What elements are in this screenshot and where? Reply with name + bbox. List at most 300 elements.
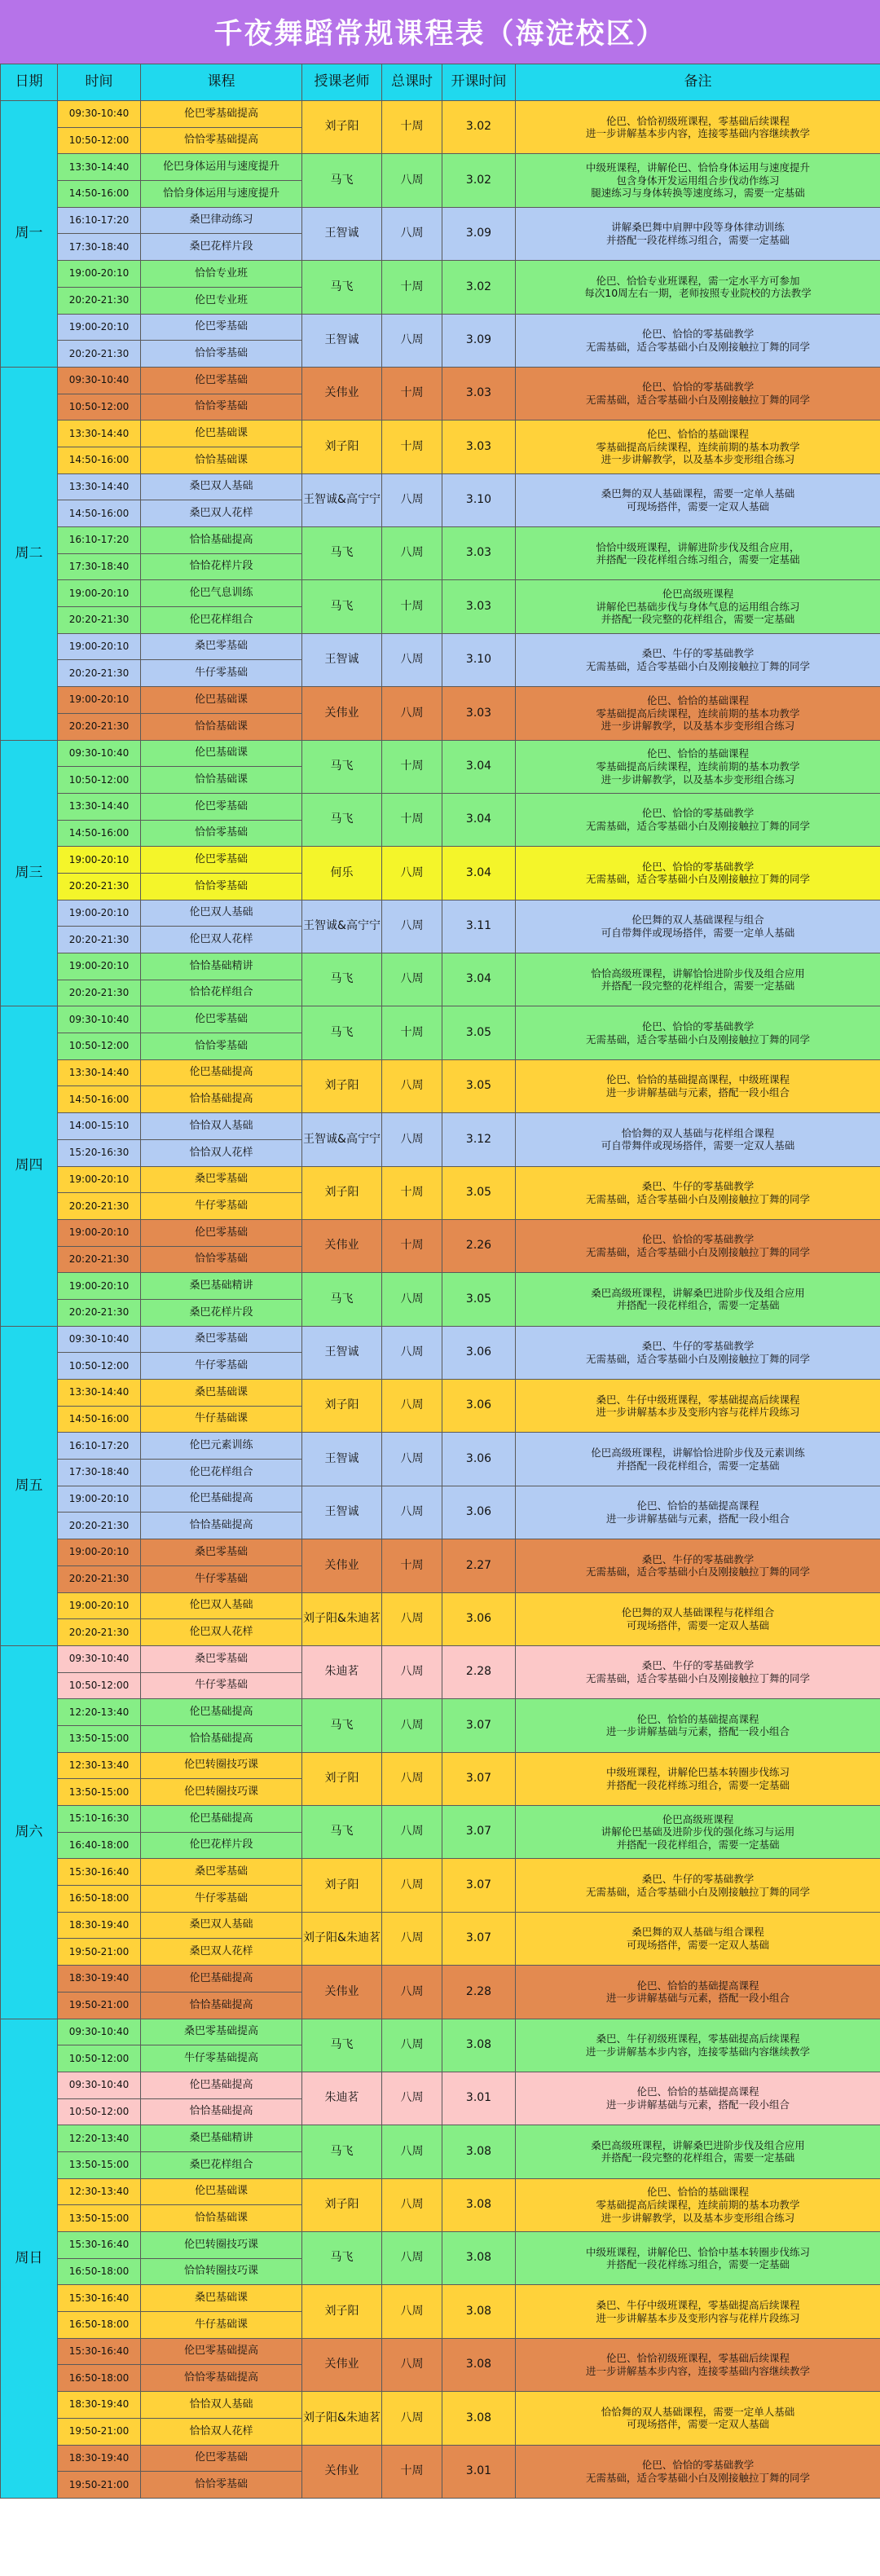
- time-cell: 16:10-17:20: [58, 527, 141, 554]
- notes-cell: [516, 1912, 880, 1965]
- notes-line: 伦巴舞的双人基础课程与组合: [631, 914, 764, 927]
- time-cell: 09:30-10:40: [58, 740, 141, 767]
- notes-line: 零基础提高后续课程，连续前期的基本功教学: [596, 440, 800, 453]
- course-cell: 伦巴零基础: [141, 2445, 302, 2472]
- start-date-cell: 3.05: [442, 1006, 516, 1059]
- time-cell: 10:50-12:00: [58, 767, 141, 794]
- notes-line: 中级班课程，讲解伦巴、恰恰身体运用与速度提升: [585, 161, 810, 174]
- notes-line: 可现场搭伴，需要一定双人基础: [626, 1618, 769, 1631]
- table-row: [1, 421, 880, 447]
- time-cell: 16:10-17:20: [58, 207, 141, 234]
- course-cell: 恰恰零基础提高: [141, 2365, 302, 2392]
- start-date-cell: 3.02: [442, 261, 516, 314]
- time-cell: 19:00-20:10: [58, 1273, 141, 1300]
- notes-line: 进一步讲解基础与元素，搭配一段小组合: [605, 1992, 790, 2005]
- teacher-cell: 刘子阳: [302, 1166, 382, 1219]
- time-cell: 20:20-21:30: [58, 607, 141, 634]
- table-row: [1, 687, 880, 714]
- start-date-cell: 2.26: [442, 1219, 516, 1272]
- time-cell: 20:20-21:30: [58, 1299, 141, 1326]
- notes-cell: [516, 1699, 880, 1752]
- start-date-cell: 3.06: [442, 1326, 516, 1379]
- notes-line: 并搭配一段完整的花样组合，需要一定基础: [601, 2151, 795, 2164]
- table-row: [1, 793, 880, 820]
- time-cell: 19:00-20:10: [58, 314, 141, 341]
- total-sessions-cell: 八周: [382, 473, 442, 526]
- table-row: [1, 847, 880, 874]
- start-date-cell: 3.03: [442, 421, 516, 473]
- course-cell: 伦巴双人基础: [141, 1592, 302, 1619]
- total-sessions-cell: 八周: [382, 1966, 442, 2019]
- time-cell: 15:30-16:40: [58, 2285, 141, 2312]
- total-sessions-cell: 八周: [382, 2392, 442, 2445]
- time-cell: 15:30-16:40: [58, 2338, 141, 2365]
- notes-line: 桑巴、牛仔的零基础教学: [641, 1180, 755, 1193]
- teacher-cell: 马飞: [302, 2125, 382, 2178]
- time-cell: 16:40-18:00: [58, 1832, 141, 1859]
- time-cell: 14:50-16:00: [58, 1406, 141, 1433]
- course-cell: 恰恰基础精讲: [141, 953, 302, 980]
- time-cell: 18:30-19:40: [58, 2445, 141, 2472]
- total-sessions-cell: 八周: [382, 900, 442, 953]
- course-cell: 恰恰双人花样: [141, 2418, 302, 2445]
- notes-cell: [516, 740, 880, 793]
- course-cell: 牛仔基础课: [141, 1406, 302, 1433]
- course-cell: 恰恰基础提高: [141, 1513, 302, 1539]
- notes-line: 伦巴、恰恰的基础提高课程: [636, 1979, 759, 1992]
- notes-line: 进一步讲解教学，以及基本步变形组合练习: [601, 2211, 795, 2224]
- course-cell: 伦巴零基础: [141, 1219, 302, 1246]
- course-cell: 桑巴双人基础: [141, 473, 302, 500]
- total-sessions-cell: 十周: [382, 261, 442, 314]
- total-sessions-cell: 八周: [382, 154, 442, 207]
- start-date-cell: 3.01: [442, 2445, 516, 2498]
- start-date-cell: 3.03: [442, 687, 516, 740]
- notes-cell: [516, 2125, 880, 2178]
- time-cell: 09:30-10:40: [58, 1326, 141, 1353]
- time-cell: 14:50-16:00: [58, 181, 141, 208]
- notes-cell: [516, 421, 880, 473]
- time-cell: 13:30-14:40: [58, 1059, 141, 1086]
- time-cell: 20:20-21:30: [58, 927, 141, 953]
- total-sessions-cell: 八周: [382, 1326, 442, 1379]
- course-cell: 恰恰基础提高: [141, 2098, 302, 2125]
- notes-line: 伦巴、恰恰的基础课程: [646, 2186, 749, 2199]
- time-cell: 19:00-20:10: [58, 847, 141, 874]
- notes-line: 进一步讲解教学，以及基本步变形组合练习: [601, 773, 795, 786]
- notes-cell: [516, 314, 880, 367]
- notes-line: 中级班课程，讲解伦巴、恰恰中基本转圈步伐练习: [585, 2245, 810, 2258]
- teacher-cell: 马飞: [302, 1699, 382, 1752]
- notes-line: 伦巴、恰恰初级班课程，零基础后续课程: [605, 2352, 790, 2365]
- notes-line: 桑巴高级班课程，讲解桑巴进阶步伐及组合应用: [591, 2138, 805, 2151]
- course-cell: 伦巴零基础: [141, 793, 302, 820]
- notes-line: 讲解桑巴舞中肩胛中段等身体律动训练: [611, 221, 785, 234]
- course-cell: 桑巴基础精讲: [141, 1273, 302, 1300]
- table-row: [1, 953, 880, 980]
- table-row: [1, 1273, 880, 1300]
- time-cell: 13:30-14:40: [58, 473, 141, 500]
- course-cell: 伦巴元素训练: [141, 1433, 302, 1460]
- notes-line: 伦巴、恰恰专业班课程，需一定水平方可参加: [596, 274, 800, 287]
- time-cell: 19:00-20:10: [58, 1592, 141, 1619]
- total-sessions-cell: 八周: [382, 2178, 442, 2231]
- total-sessions-cell: 八周: [382, 207, 442, 260]
- course-cell: 伦巴转圈技巧课: [141, 2232, 302, 2259]
- notes-line: 伦巴、恰恰的基础提高课程: [636, 1712, 759, 1725]
- time-cell: 19:00-20:10: [58, 261, 141, 288]
- time-cell: 15:20-16:30: [58, 1139, 141, 1166]
- course-cell: 伦巴零基础: [141, 314, 302, 341]
- course-cell: 伦巴零基础提高: [141, 2338, 302, 2365]
- start-date-cell: 3.11: [442, 900, 516, 953]
- start-date-cell: 2.28: [442, 1966, 516, 2019]
- time-cell: 10:50-12:00: [58, 1033, 141, 1060]
- start-date-cell: 3.02: [442, 154, 516, 207]
- time-cell: 17:30-18:40: [58, 553, 141, 580]
- notes-line: 伦巴高级班课程，讲解恰恰进阶步伐及元素训练: [591, 1446, 805, 1459]
- notes-line: 伦巴、恰恰的基础提高课程: [636, 2085, 759, 2098]
- course-cell: 伦巴基础课: [141, 2178, 302, 2205]
- notes-line: 桑巴、牛仔的零基础教学: [641, 1552, 755, 1565]
- teacher-cell: 刘子阳: [302, 1752, 382, 1805]
- time-cell: 20:20-21:30: [58, 1513, 141, 1539]
- table-row: [1, 2178, 880, 2205]
- day-cell: 周日: [1, 2019, 58, 2498]
- time-cell: 19:50-21:00: [58, 1939, 141, 1966]
- notes-line: 桑巴、牛仔初级班课程，零基础提高后续课程: [596, 2032, 800, 2045]
- course-cell: 伦巴零基础: [141, 1006, 302, 1033]
- notes-line: 进一步讲解基础与元素，搭配一段小组合: [605, 1085, 790, 1099]
- time-cell: 13:30-14:40: [58, 793, 141, 820]
- teacher-cell: 刘子阳: [302, 1859, 382, 1912]
- notes-line: 包含身体开发运用组合步伐动作练习: [616, 174, 780, 187]
- course-cell: 牛仔基础课: [141, 2312, 302, 2339]
- course-cell: 伦巴零基础提高: [141, 101, 302, 128]
- start-date-cell: 3.06: [442, 1592, 516, 1645]
- notes-line: 恰恰舞的双人基础课程，需要一定单人基础: [601, 2405, 795, 2418]
- total-sessions-cell: 八周: [382, 1433, 442, 1486]
- table-row: [1, 2392, 880, 2419]
- notes-line: 伦巴、恰恰的零基础教学: [641, 807, 755, 820]
- total-sessions-cell: 八周: [382, 2285, 442, 2338]
- time-cell: 15:30-16:40: [58, 2232, 141, 2259]
- time-cell: 14:50-16:00: [58, 1086, 141, 1113]
- teacher-cell: 刘子阳&朱迪茗: [302, 2392, 382, 2445]
- notes-cell: [516, 1219, 880, 1272]
- notes-line: 进一步讲解教学，以及基本步变形组合练习: [601, 453, 795, 466]
- notes-line: 桑巴舞的双人基础与组合课程: [631, 1926, 764, 1939]
- notes-cell: [516, 2285, 880, 2338]
- teacher-cell: 马飞: [302, 1806, 382, 1859]
- notes-line: 无需基础，适合零基础小白及刚接触拉丁舞的同学: [585, 394, 810, 407]
- table-row: [1, 2232, 880, 2259]
- teacher-cell: 刘子阳: [302, 101, 382, 154]
- course-cell: 牛仔零基础: [141, 1565, 302, 1592]
- notes-line: 进一步讲解教学，以及基本步变形组合练习: [601, 720, 795, 733]
- table-row: [1, 1006, 880, 1033]
- time-cell: 19:50-21:00: [58, 2418, 141, 2445]
- course-cell: 恰恰转圈技巧课: [141, 2258, 302, 2285]
- time-cell: 20:20-21:30: [58, 1193, 141, 1220]
- course-cell: 恰恰零基础: [141, 873, 302, 900]
- notes-cell: [516, 1380, 880, 1433]
- start-date-cell: 3.06: [442, 1380, 516, 1433]
- notes-line: 并搭配一段花样练习组合，需要一定基础: [605, 233, 790, 246]
- course-cell: 伦巴转圈技巧课: [141, 1752, 302, 1779]
- table-row: [1, 633, 880, 660]
- teacher-cell: 王智诚: [302, 1433, 382, 1486]
- table-row: [1, 1859, 880, 1886]
- notes-cell: [516, 2338, 880, 2391]
- notes-cell: [516, 1859, 880, 1912]
- teacher-cell: 朱迪茗: [302, 2072, 382, 2125]
- total-sessions-cell: 十周: [382, 421, 442, 473]
- notes-cell: [516, 1645, 880, 1698]
- time-cell: 13:50-15:00: [58, 1725, 141, 1752]
- course-cell: 桑巴基础课: [141, 1380, 302, 1407]
- total-sessions-cell: 八周: [382, 847, 442, 900]
- time-cell: 16:50-18:00: [58, 1886, 141, 1913]
- teacher-cell: 关伟业: [302, 2445, 382, 2498]
- notes-line: 伦巴、恰恰的零基础教学: [641, 1233, 755, 1246]
- teacher-cell: 刘子阳: [302, 1380, 382, 1433]
- notes-line: 可自带舞伴或现场搭伴，需要一定单人基础: [601, 926, 795, 939]
- notes-cell: [516, 2392, 880, 2445]
- course-cell: 牛仔零基础: [141, 1672, 302, 1699]
- total-sessions-cell: 十周: [382, 740, 442, 793]
- notes-line: 进一步讲解基础与元素，搭配一段小组合: [605, 1725, 790, 1738]
- time-cell: 12:20-13:40: [58, 1699, 141, 1726]
- total-sessions-cell: 八周: [382, 1380, 442, 1433]
- teacher-cell: 马飞: [302, 953, 382, 1006]
- notes-cell: [516, 101, 880, 154]
- notes-line: 零基础提高后续课程，连续前期的基本功教学: [596, 707, 800, 720]
- time-cell: 13:30-14:40: [58, 154, 141, 181]
- course-cell: 恰恰身体运用与速度提升: [141, 181, 302, 208]
- time-cell: 13:30-14:40: [58, 1380, 141, 1407]
- time-cell: 18:30-19:40: [58, 2392, 141, 2419]
- teacher-cell: 马飞: [302, 527, 382, 580]
- table-row: [1, 2019, 880, 2045]
- course-cell: 伦巴双人花样: [141, 1619, 302, 1646]
- total-sessions-cell: 八周: [382, 953, 442, 1006]
- table-row: [1, 154, 880, 181]
- table-row: [1, 1699, 880, 1726]
- time-cell: 10:50-12:00: [58, 1672, 141, 1699]
- notes-cell: [516, 1059, 880, 1112]
- notes-cell: [516, 1166, 880, 1219]
- teacher-cell: 王智诚: [302, 314, 382, 367]
- notes-line: 伦巴、恰恰的基础课程: [646, 694, 749, 707]
- notes-cell: [516, 207, 880, 260]
- table-row: [1, 1433, 880, 1460]
- start-date-cell: 3.03: [442, 527, 516, 580]
- time-cell: 20:20-21:30: [58, 660, 141, 687]
- notes-line: 无需基础，适合零基础小白及刚接触拉丁舞的同学: [585, 1352, 810, 1365]
- total-sessions-cell: 八周: [382, 2019, 442, 2072]
- notes-cell: [516, 1539, 880, 1592]
- course-cell: 桑巴双人花样: [141, 500, 302, 527]
- notes-line: 进一步讲解基本步及变形内容与花样片段练习: [596, 1406, 800, 1419]
- course-cell: 伦巴零基础: [141, 367, 302, 394]
- notes-line: 无需基础，适合零基础小白及刚接触拉丁舞的同学: [585, 820, 810, 833]
- notes-line: 并搭配一段花样组合，需要一定基础: [616, 1838, 780, 1851]
- start-date-cell: 3.05: [442, 1273, 516, 1326]
- header-start-date: 开课时间: [442, 64, 516, 101]
- course-cell: 伦巴零基础: [141, 847, 302, 874]
- teacher-cell: 马飞: [302, 1006, 382, 1059]
- start-date-cell: 3.05: [442, 1059, 516, 1112]
- time-cell: 12:20-13:40: [58, 2125, 141, 2152]
- notes-line: 进一步讲解基本步内容，连接零基础内容继续教学: [585, 2045, 810, 2058]
- time-cell: 16:50-18:00: [58, 2258, 141, 2285]
- notes-line: 讲解伦巴基础步伐与身体气息的运用组合练习: [596, 600, 800, 613]
- start-date-cell: 3.06: [442, 1486, 516, 1539]
- course-cell: 牛仔零基础: [141, 1886, 302, 1913]
- notes-cell: [516, 154, 880, 207]
- notes-cell: [516, 2445, 880, 2498]
- notes-line: 伦巴、恰恰的基础课程: [646, 428, 749, 440]
- notes-line: 无需基础，适合零基础小白及刚接触拉丁舞的同学: [585, 2471, 810, 2484]
- time-cell: 19:50-21:00: [58, 1992, 141, 2019]
- header-time: 时间: [58, 64, 141, 101]
- course-cell: 牛仔零基础: [141, 1353, 302, 1380]
- course-cell: 恰恰花样片段: [141, 553, 302, 580]
- header-date: 日期: [1, 64, 58, 101]
- notes-line: 桑巴、牛仔中级班课程，零基础提高后续课程: [596, 1393, 800, 1406]
- notes-line: 桑巴高级班课程，讲解桑巴进阶步伐及组合应用: [591, 1286, 805, 1299]
- time-cell: 16:10-17:20: [58, 1433, 141, 1460]
- notes-line: 伦巴、恰恰的零基础教学: [641, 328, 755, 341]
- notes-line: 可现场搭伴，需要一定双人基础: [626, 1938, 769, 1951]
- start-date-cell: 3.10: [442, 633, 516, 686]
- start-date-cell: 3.01: [442, 2072, 516, 2125]
- start-date-cell: 3.08: [442, 2338, 516, 2391]
- total-sessions-cell: 十周: [382, 2445, 442, 2498]
- notes-cell: [516, 687, 880, 740]
- teacher-cell: 关伟业: [302, 1539, 382, 1592]
- start-date-cell: 3.02: [442, 101, 516, 154]
- time-cell: 12:30-13:40: [58, 2178, 141, 2205]
- course-cell: 恰恰双人基础: [141, 1113, 302, 1140]
- notes-cell: [516, 793, 880, 846]
- table-row: [1, 101, 880, 128]
- time-cell: 20:20-21:30: [58, 1246, 141, 1273]
- time-cell: 19:00-20:10: [58, 687, 141, 714]
- schedule-table: [0, 64, 880, 2499]
- table-row: [1, 1806, 880, 1833]
- notes-line: 无需基础，适合零基础小白及刚接触拉丁舞的同学: [585, 340, 810, 353]
- time-cell: 20:20-21:30: [58, 287, 141, 314]
- total-sessions-cell: 八周: [382, 1059, 442, 1112]
- notes-line: 进一步讲解基本步及变形内容与花样片段练习: [596, 2311, 800, 2324]
- time-cell: 20:20-21:30: [58, 1619, 141, 1646]
- start-date-cell: 3.08: [442, 2019, 516, 2072]
- total-sessions-cell: 八周: [382, 633, 442, 686]
- teacher-cell: 马飞: [302, 793, 382, 846]
- notes-cell: [516, 953, 880, 1006]
- course-cell: 伦巴身体运用与速度提升: [141, 154, 302, 181]
- notes-line: 桑巴、牛仔的零基础教学: [641, 1659, 755, 1672]
- notes-cell: [516, 1433, 880, 1486]
- notes-line: 并搭配一段完整的花样组合，需要一定基础: [601, 980, 795, 993]
- day-cell: 周五: [1, 1326, 58, 1645]
- schedule-body: [1, 101, 880, 2499]
- table-row: [1, 1912, 880, 1939]
- total-sessions-cell: 八周: [382, 527, 442, 580]
- time-cell: 16:50-18:00: [58, 2312, 141, 2339]
- course-cell: 恰恰零基础: [141, 341, 302, 368]
- time-cell: 09:30-10:40: [58, 2019, 141, 2045]
- table-row: [1, 900, 880, 927]
- course-cell: 恰恰零基础提高: [141, 127, 302, 154]
- notes-cell: [516, 580, 880, 633]
- time-cell: 12:30-13:40: [58, 1752, 141, 1779]
- notes-line: 伦巴、恰恰的零基础教学: [641, 2459, 755, 2472]
- time-cell: 14:50-16:00: [58, 447, 141, 473]
- header-course: 课程: [141, 64, 302, 101]
- notes-cell: [516, 1326, 880, 1379]
- time-cell: 18:30-19:40: [58, 1912, 141, 1939]
- start-date-cell: 3.03: [442, 580, 516, 633]
- teacher-cell: 刘子阳: [302, 1059, 382, 1112]
- notes-cell: [516, 367, 880, 420]
- teacher-cell: 王智诚&高宁宁: [302, 900, 382, 953]
- teacher-cell: 王智诚: [302, 207, 382, 260]
- time-cell: 20:20-21:30: [58, 713, 141, 740]
- notes-line: 伦巴、恰恰的零基础教学: [641, 381, 755, 394]
- course-cell: 伦巴花样片段: [141, 1832, 302, 1859]
- course-cell: 恰恰基础课: [141, 767, 302, 794]
- course-cell: 伦巴花样组合: [141, 607, 302, 634]
- total-sessions-cell: 八周: [382, 1859, 442, 1912]
- course-cell: 恰恰花样组合: [141, 980, 302, 1006]
- notes-line: 桑巴、牛仔的零基础教学: [641, 1340, 755, 1353]
- time-cell: 14:50-16:00: [58, 820, 141, 847]
- course-cell: 恰恰基础提高: [141, 1725, 302, 1752]
- notes-line: 无需基础，适合零基础小白及刚接触拉丁舞的同学: [585, 1885, 810, 1898]
- notes-line: 进一步讲解基础与元素，搭配一段小组合: [605, 1512, 790, 1525]
- time-cell: 19:00-20:10: [58, 953, 141, 980]
- teacher-cell: 关伟业: [302, 1966, 382, 2019]
- notes-line: 桑巴、牛仔中级班课程，零基础提高后续课程: [596, 2298, 800, 2311]
- header-teacher: 授课老师: [302, 64, 382, 101]
- start-date-cell: 3.08: [442, 2392, 516, 2445]
- table-header-row: [1, 64, 880, 101]
- table-row: [1, 1059, 880, 1086]
- time-cell: 17:30-18:40: [58, 234, 141, 261]
- teacher-cell: 马飞: [302, 2232, 382, 2285]
- day-cell: 周一: [1, 101, 58, 368]
- table-row: [1, 1752, 880, 1779]
- table-row: [1, 367, 880, 394]
- notes-cell: [516, 527, 880, 580]
- table-row: [1, 473, 880, 500]
- time-cell: 20:20-21:30: [58, 873, 141, 900]
- course-cell: 伦巴基础课: [141, 421, 302, 447]
- start-date-cell: 3.09: [442, 314, 516, 367]
- time-cell: 09:30-10:40: [58, 1645, 141, 1672]
- day-cell: 周二: [1, 367, 58, 740]
- course-cell: 恰恰双人基础: [141, 2392, 302, 2419]
- notes-line: 进一步讲解基本步内容，连接零基础内容继续教学: [585, 127, 810, 140]
- time-cell: 19:00-20:10: [58, 900, 141, 927]
- time-cell: 20:20-21:30: [58, 980, 141, 1006]
- course-cell: 恰恰基础课: [141, 447, 302, 473]
- teacher-cell: 刘子阳&朱迪茗: [302, 1592, 382, 1645]
- notes-line: 并搭配一段花样练习组合，需要一定基础: [605, 1778, 790, 1791]
